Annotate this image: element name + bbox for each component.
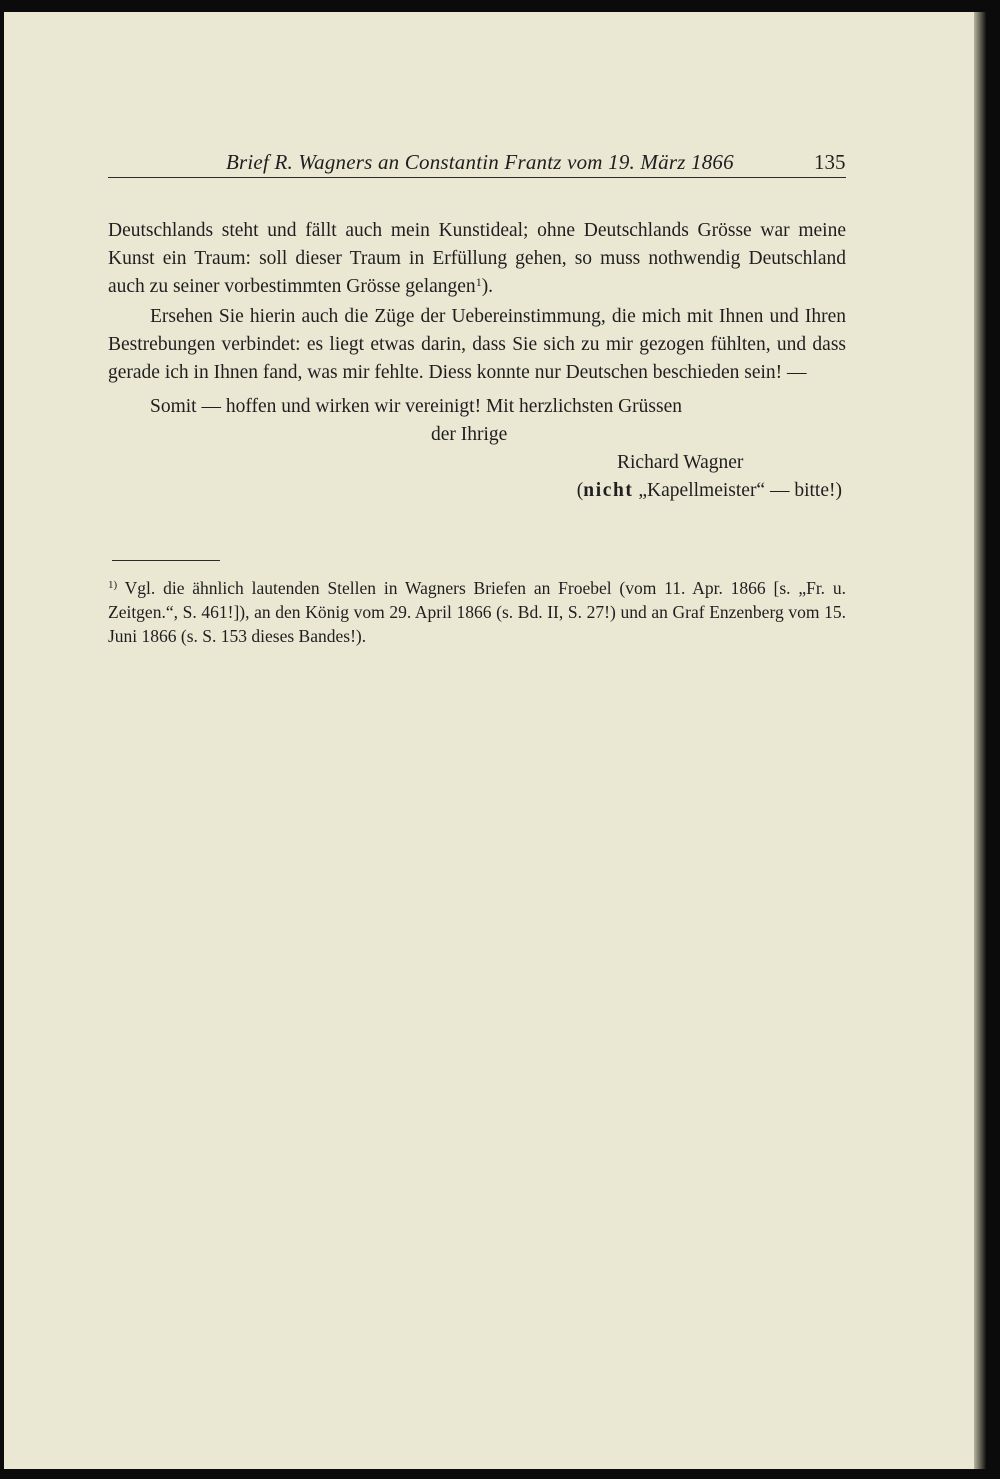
- book-page: [4, 12, 974, 1469]
- footnote-text: Vgl. die ähnlich lautenden Stellen in Wagners Briefen an Froebel (vom 11. Apr. 1866 [s. „Fr. u. Zeitgen.“, S. 461!]), an den König vom 29. April 1866 (s. Bd. II, S. 27!) und an Graf Enzenberg vom 15. Juni 1866 (s. S. 153 dieses Bandes!).: [108, 578, 846, 646]
- footnote: [108, 576, 846, 648]
- page-number: 135: [814, 150, 846, 174]
- page-edge: [974, 12, 986, 1469]
- header-rule: [108, 177, 846, 178]
- footnote-rule: [112, 560, 220, 561]
- closing-line: Somit — hoffen und wirken wir vereinigt! Mit herzlichsten Grüssen: [150, 396, 682, 417]
- letter-body: [108, 217, 846, 505]
- postscript: (nicht „Kapellmeister“ — bitte!): [576, 480, 842, 501]
- footnote-reference: 1: [475, 275, 482, 289]
- postscript-emphasis: nicht: [583, 480, 634, 501]
- running-title: Brief R. Wagners an Constantin Frantz vom 19. März 1866: [226, 150, 734, 174]
- paragraph-1: Deutschlands steht und fällt auch mein Kunstideal; ohne Deutschlands Grösse war meine Kunst ein Traum: soll dieser Traum in Erfüllung gehen, so muss nothwendig Deutschland auch zu seiner vorbestimmten Grösse gelangen$^1$).: [108, 220, 846, 297]
- signature: Richard Wagner: [617, 452, 744, 473]
- paragraph-2: Ersehen Sie hierin auch die Züge der Uebereinstimmung, die mich mit Ihnen und Ihren Bestrebungen verbindet: es liegt etwas darin, dass Sie sich zu mir gezogen fühlten, und dass gerade ich in Ihnen fand, was mir fehlte. Diess konnte nur Deutschen beschieden sein! —: [108, 306, 846, 383]
- valediction: der Ihrige: [431, 424, 508, 445]
- footnote-mark: 1): [108, 579, 118, 591]
